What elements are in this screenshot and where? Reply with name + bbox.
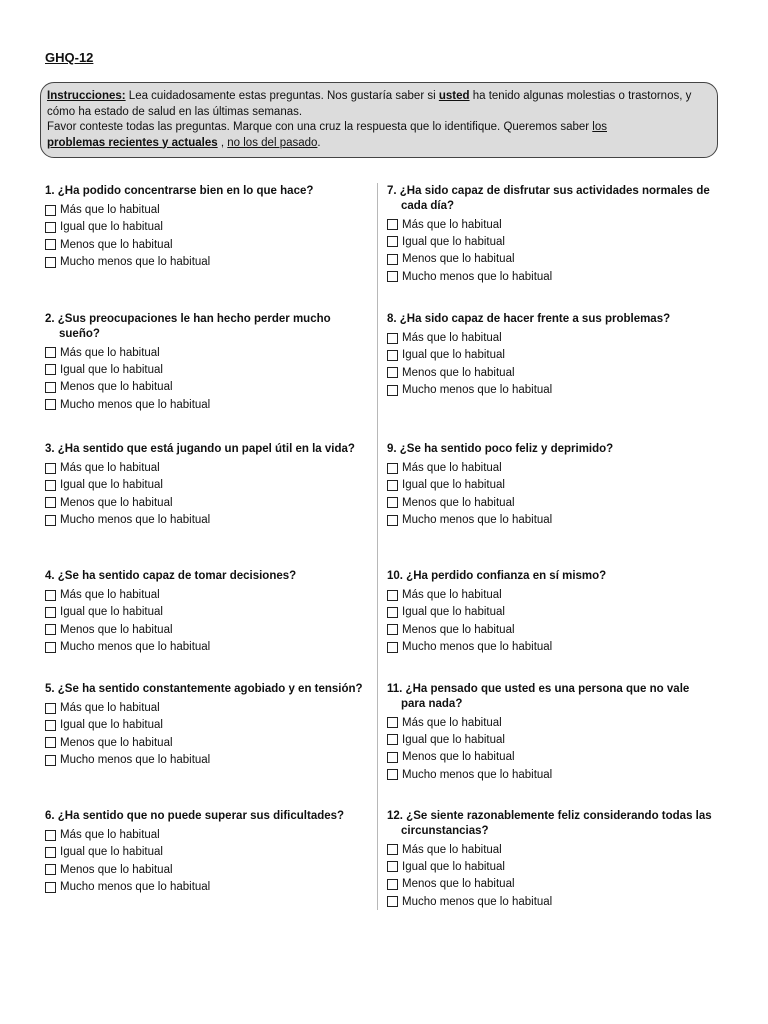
answer-label: Menos que lo habitual bbox=[402, 496, 515, 509]
question-text: 5. ¿Se ha sentido constantemente agobiado y en tensión? bbox=[45, 683, 363, 695]
answer-option[interactable] bbox=[387, 494, 712, 511]
answer-option[interactable] bbox=[387, 381, 712, 398]
instructions-text-1: Lea cuidadosamente estas preguntas. Nos gustaría saber si bbox=[125, 90, 439, 102]
answer-checkbox[interactable] bbox=[387, 367, 398, 378]
instructions-text-2: ha tenido algunas molestias o trastornos, y cómo ha estado de salud en las últimas semanas. bbox=[47, 90, 692, 118]
answer-checkbox[interactable] bbox=[45, 755, 56, 766]
answer-option[interactable] bbox=[387, 731, 712, 748]
answer-option[interactable] bbox=[45, 700, 370, 717]
question-text: 10. ¿Ha perdido confianza en sí mismo? bbox=[387, 570, 607, 582]
answer-option[interactable] bbox=[45, 827, 370, 844]
question-10 bbox=[387, 569, 712, 656]
answer-option[interactable] bbox=[45, 219, 370, 236]
answer-label: Menos que lo habitual bbox=[60, 381, 173, 394]
answer-option[interactable] bbox=[45, 253, 370, 270]
answer-label: Igual que lo habitual bbox=[60, 719, 163, 732]
answer-checkbox[interactable] bbox=[45, 463, 56, 474]
answer-checkbox[interactable] bbox=[387, 385, 398, 396]
answer-option[interactable] bbox=[387, 876, 712, 893]
answer-option[interactable] bbox=[45, 638, 370, 655]
question-2 bbox=[45, 312, 370, 413]
answer-label: Mucho menos que lo habitual bbox=[60, 881, 211, 894]
question-9 bbox=[387, 442, 712, 529]
answer-option[interactable] bbox=[45, 202, 370, 219]
answer-checkbox[interactable] bbox=[387, 333, 398, 344]
answer-checkbox[interactable] bbox=[45, 607, 56, 618]
answer-checkbox[interactable] bbox=[387, 219, 398, 230]
answer-option[interactable] bbox=[45, 587, 370, 604]
answer-option[interactable] bbox=[387, 714, 712, 731]
answer-option[interactable] bbox=[45, 734, 370, 751]
answer-checkbox[interactable] bbox=[45, 497, 56, 508]
instructions-problemas: problemas recientes y actuales bbox=[47, 136, 218, 149]
answer-option[interactable] bbox=[387, 330, 712, 347]
answer-label: Menos que lo habitual bbox=[60, 623, 173, 636]
answer-label: Menos que lo habitual bbox=[60, 238, 173, 251]
instructions-no-pasado: no los del pasado bbox=[227, 136, 318, 149]
answer-checkbox[interactable] bbox=[387, 734, 398, 745]
answer-label: Más que lo habitual bbox=[402, 332, 502, 345]
answer-option[interactable] bbox=[45, 861, 370, 878]
answer-checkbox[interactable] bbox=[45, 222, 56, 233]
answer-label: Más que lo habitual bbox=[402, 589, 502, 602]
answer-checkbox[interactable] bbox=[387, 624, 398, 635]
instructions-usted: usted bbox=[438, 90, 470, 102]
answer-option[interactable] bbox=[387, 364, 712, 381]
answer-label: Igual que lo habitual bbox=[402, 235, 505, 248]
answer-label: Más que lo habitual bbox=[60, 204, 160, 217]
question-text: 12. ¿Se siente razonablemente feliz considerando todas las circunstancias? bbox=[387, 810, 712, 837]
answer-checkbox[interactable] bbox=[45, 239, 56, 250]
answer-option[interactable] bbox=[45, 878, 370, 895]
answer-checkbox[interactable] bbox=[45, 364, 56, 375]
answer-checkbox[interactable] bbox=[45, 882, 56, 893]
answer-option[interactable] bbox=[387, 621, 712, 638]
question-5 bbox=[45, 682, 370, 769]
answer-label: Más que lo habitual bbox=[402, 218, 502, 231]
answer-label: Mucho menos que lo habitual bbox=[402, 895, 553, 908]
answer-option[interactable] bbox=[45, 751, 370, 768]
instructions-label: Instrucciones: bbox=[47, 90, 126, 102]
answer-label: Igual que lo habitual bbox=[402, 606, 505, 619]
answer-checkbox[interactable] bbox=[387, 607, 398, 618]
answer-label: Igual que lo habitual bbox=[60, 363, 163, 376]
answer-option[interactable] bbox=[387, 460, 712, 477]
answer-label: Mucho menos que lo habitual bbox=[402, 768, 553, 781]
answer-option[interactable] bbox=[387, 749, 712, 766]
question-text: 11. ¿Ha pensado que usted es una persona que no vale para nada? bbox=[387, 683, 690, 710]
answer-option[interactable] bbox=[387, 766, 712, 783]
answer-checkbox[interactable] bbox=[45, 590, 56, 601]
answer-checkbox[interactable] bbox=[45, 864, 56, 875]
answer-checkbox[interactable] bbox=[45, 830, 56, 841]
instructions-period: . bbox=[317, 136, 321, 149]
answer-label: Mucho menos que lo habitual bbox=[402, 384, 553, 397]
answer-option[interactable] bbox=[45, 361, 370, 378]
answer-checkbox[interactable] bbox=[45, 515, 56, 526]
question-text: 4. ¿Se ha sentido capaz de tomar decisiones? bbox=[45, 570, 297, 582]
answer-label: Menos que lo habitual bbox=[402, 253, 515, 266]
column-divider bbox=[377, 183, 378, 910]
answer-label: Igual que lo habitual bbox=[402, 860, 505, 873]
answer-label: Igual que lo habitual bbox=[60, 846, 163, 859]
answer-label: Mucho menos que lo habitual bbox=[60, 754, 211, 767]
question-text: 1. ¿Ha podido concentrarse bien en lo que hace? bbox=[45, 185, 314, 197]
question-7 bbox=[387, 184, 712, 285]
answer-label: Más que lo habitual bbox=[60, 702, 160, 715]
answer-label: Igual que lo habitual bbox=[60, 479, 163, 492]
answer-checkbox[interactable] bbox=[45, 624, 56, 635]
answer-label: Mucho menos que lo habitual bbox=[402, 641, 553, 654]
answer-label: Mucho menos que lo habitual bbox=[60, 398, 211, 411]
answer-option[interactable] bbox=[387, 511, 712, 528]
answer-checkbox[interactable] bbox=[387, 350, 398, 361]
answer-option[interactable] bbox=[45, 844, 370, 861]
answer-option[interactable] bbox=[387, 638, 712, 655]
answer-checkbox[interactable] bbox=[45, 257, 56, 268]
answer-checkbox[interactable] bbox=[387, 861, 398, 872]
answer-option[interactable] bbox=[387, 347, 712, 364]
answer-label: Más que lo habitual bbox=[60, 462, 160, 475]
answer-checkbox[interactable] bbox=[387, 463, 398, 474]
answer-label: Menos que lo habitual bbox=[402, 623, 515, 636]
answer-label: Más que lo habitual bbox=[402, 462, 502, 475]
answer-label: Igual que lo habitual bbox=[402, 479, 505, 492]
answer-checkbox[interactable] bbox=[45, 642, 56, 653]
answer-label: Mucho menos que lo habitual bbox=[402, 270, 553, 283]
answer-checkbox[interactable] bbox=[387, 236, 398, 247]
answer-checkbox[interactable] bbox=[45, 399, 56, 410]
answer-label: Más que lo habitual bbox=[60, 346, 160, 359]
instructions-separator: , bbox=[217, 136, 228, 149]
answer-label: Igual que lo habitual bbox=[402, 733, 505, 746]
question-text: 3. ¿Ha sentido que está jugando un papel útil en la vida? bbox=[45, 443, 355, 455]
answer-label: Menos que lo habitual bbox=[402, 751, 515, 764]
answer-option[interactable] bbox=[387, 251, 712, 268]
answer-option[interactable] bbox=[45, 511, 370, 528]
answer-checkbox[interactable] bbox=[387, 642, 398, 653]
answer-checkbox[interactable] bbox=[387, 515, 398, 526]
answer-label: Mucho menos que lo habitual bbox=[402, 514, 553, 527]
answer-label: Igual que lo habitual bbox=[60, 221, 163, 234]
answer-label: Menos que lo habitual bbox=[60, 736, 173, 749]
answer-option[interactable] bbox=[387, 216, 712, 233]
answer-option[interactable] bbox=[45, 621, 370, 638]
answer-label: Menos que lo habitual bbox=[402, 366, 515, 379]
question-3 bbox=[45, 442, 370, 529]
answer-checkbox[interactable] bbox=[45, 720, 56, 731]
question-text: 6. ¿Ha sentido que no puede superar sus dificultades? bbox=[45, 810, 345, 822]
answer-label: Más que lo habitual bbox=[60, 589, 160, 602]
answer-option[interactable] bbox=[387, 858, 712, 875]
question-text: 7. ¿Ha sido capaz de disfrutar sus actividades normales de cada día? bbox=[387, 185, 710, 212]
answer-label: Más que lo habitual bbox=[60, 829, 160, 842]
instructions-box bbox=[40, 82, 718, 158]
question-text: 2. ¿Sus preocupaciones le han hecho perder mucho sueño? bbox=[45, 313, 331, 340]
answer-label: Menos que lo habitual bbox=[60, 496, 173, 509]
answer-option[interactable] bbox=[387, 268, 712, 285]
answer-option[interactable] bbox=[45, 717, 370, 734]
question-8 bbox=[387, 312, 712, 399]
answer-checkbox[interactable] bbox=[387, 844, 398, 855]
answer-option[interactable] bbox=[45, 396, 370, 413]
answer-option[interactable] bbox=[387, 477, 712, 494]
answer-label: Mucho menos que lo habitual bbox=[60, 256, 211, 269]
answer-option[interactable] bbox=[45, 477, 370, 494]
question-11 bbox=[387, 682, 712, 783]
answer-option[interactable] bbox=[387, 841, 712, 858]
answer-checkbox[interactable] bbox=[45, 347, 56, 358]
question-text: 8. ¿Ha sido capaz de hacer frente a sus problemas? bbox=[387, 313, 671, 325]
answer-checkbox[interactable] bbox=[45, 205, 56, 216]
answer-checkbox[interactable] bbox=[387, 480, 398, 491]
answer-checkbox[interactable] bbox=[387, 717, 398, 728]
answer-checkbox[interactable] bbox=[387, 879, 398, 890]
answer-checkbox[interactable] bbox=[387, 271, 398, 282]
answer-option[interactable] bbox=[387, 604, 712, 621]
question-text: 9. ¿Se ha sentido poco feliz y deprimido? bbox=[387, 443, 614, 455]
answer-checkbox[interactable] bbox=[387, 590, 398, 601]
answer-option[interactable] bbox=[45, 460, 370, 477]
answer-checkbox[interactable] bbox=[45, 737, 56, 748]
answer-checkbox[interactable] bbox=[387, 254, 398, 265]
answer-option[interactable] bbox=[45, 344, 370, 361]
answer-checkbox[interactable] bbox=[387, 769, 398, 780]
answer-option[interactable] bbox=[45, 604, 370, 621]
answer-checkbox[interactable] bbox=[387, 896, 398, 907]
answer-label: Mucho menos que lo habitual bbox=[60, 641, 211, 654]
answer-label: Mucho menos que lo habitual bbox=[60, 514, 211, 527]
answer-label: Igual que lo habitual bbox=[402, 349, 505, 362]
answer-label: Igual que lo habitual bbox=[60, 606, 163, 619]
answer-checkbox[interactable] bbox=[45, 480, 56, 491]
question-12 bbox=[387, 809, 712, 910]
answer-label: Menos que lo habitual bbox=[402, 878, 515, 891]
answer-option[interactable] bbox=[45, 494, 370, 511]
answer-label: Menos que lo habitual bbox=[60, 863, 173, 876]
question-1 bbox=[45, 184, 370, 271]
answer-option[interactable] bbox=[387, 587, 712, 604]
answer-label: Más que lo habitual bbox=[402, 716, 502, 729]
question-6 bbox=[45, 809, 370, 896]
answer-checkbox[interactable] bbox=[45, 847, 56, 858]
answer-label: Más que lo habitual bbox=[402, 843, 502, 856]
answer-option[interactable] bbox=[45, 379, 370, 396]
instructions-text-3: Favor conteste todas las preguntas. Marque con una cruz la respuesta que lo identifique. Queremos saber bbox=[47, 121, 593, 133]
question-4 bbox=[45, 569, 370, 656]
answer-option[interactable] bbox=[387, 233, 712, 250]
answer-checkbox[interactable] bbox=[387, 497, 398, 508]
answer-checkbox[interactable] bbox=[387, 752, 398, 763]
answer-option[interactable] bbox=[45, 236, 370, 253]
instructions-los: los bbox=[592, 121, 607, 133]
answer-checkbox[interactable] bbox=[45, 382, 56, 393]
document-title: GHQ-12 bbox=[45, 50, 94, 65]
answer-option[interactable] bbox=[387, 893, 712, 910]
answer-checkbox[interactable] bbox=[45, 703, 56, 714]
